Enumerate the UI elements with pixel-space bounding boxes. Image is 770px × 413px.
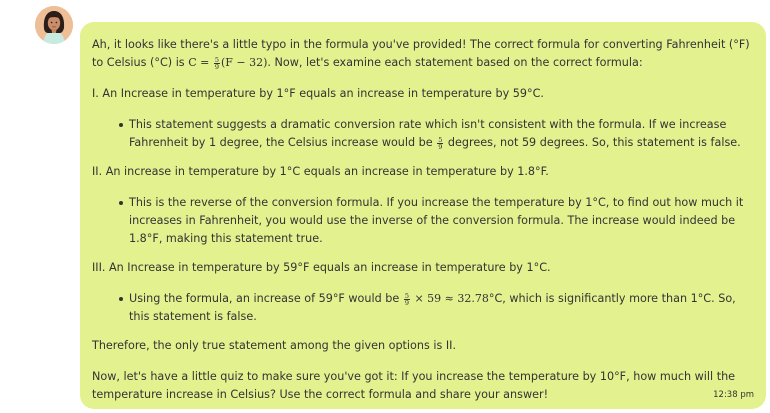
intro-text-end: . Now, let's examine each statement based on the correct formula:: [267, 56, 643, 69]
list-item: [129, 290, 754, 326]
fraction: [404, 293, 410, 306]
quiz-question: Now, let's have a little quiz to make sure you've got it: If you increase the temperature by 10°F, how much will the temperature increase in Celsius? Use the correct formula and share your answer!: [92, 370, 736, 401]
statement-1: I. An Increase in temperature by 1°F equals an increase in temperature by 59°C.: [92, 87, 544, 100]
fraction-denominator: 9: [438, 142, 443, 151]
formula-fraction: [214, 57, 220, 70]
statement-2-analysis: [92, 194, 754, 248]
calculation: × 59 ≈ 32.78: [410, 292, 489, 305]
fraction-denominator: 9: [404, 298, 409, 307]
fraction-denominator: 9: [214, 62, 219, 71]
formula-parenthetical: (F − 32): [220, 56, 268, 69]
bullet-3-text: Using the formula, an increase of 59°F would be: [129, 292, 403, 305]
user-avatar-icon: [35, 6, 73, 44]
message-timestamp: 12:38 pm: [713, 390, 754, 400]
bullet-3-text-end: °C, which is significantly more than 1°C. So, this statement is false.: [129, 292, 736, 323]
bullet-1-text-end: degrees, not 59 degrees. So, this statement is false.: [444, 136, 741, 149]
avatar: [35, 6, 73, 44]
statement-3-analysis: [92, 290, 754, 326]
statement-3: III. An Increase in temperature by 59°F equals an increase in temperature by 1°C.: [92, 261, 551, 274]
assistant-message-bubble: [80, 22, 766, 409]
statement-1-analysis: [92, 116, 754, 152]
formula-c-equals: C =: [188, 56, 213, 69]
list-item: This is the reverse of the conversion formula. If you increase the temperature by 1°C, to find out how much it increases in Fahrenheit, you would use the inverse of the conversion formula. The increase would indeed be 1.8°F, making this statement true.: [129, 194, 754, 248]
bullet-1-text: This statement suggests a dramatic conversion rate which isn't consistent with the formula. If we increase Fahrenheit by 1 degree, the Celsius increase would be: [129, 118, 727, 149]
fraction-numerator: 5: [438, 135, 443, 144]
intro-text: Ah, it looks like there's a little typo in the formula you've provided! The correct formula for converting Fahrenheit (°F) to Celsius (°C) is: [92, 38, 750, 69]
statement-2: II. An increase in temperature by 1°C equals an increase in temperature by 1.8°F.: [92, 165, 549, 178]
conclusion: Therefore, the only true statement among the given options is II.: [92, 339, 457, 352]
fraction-numerator: 5: [404, 291, 409, 300]
fraction: [437, 137, 443, 150]
intro-paragraph: [92, 36, 754, 72]
list-item: [129, 116, 754, 152]
fraction-numerator: 5: [214, 55, 219, 64]
